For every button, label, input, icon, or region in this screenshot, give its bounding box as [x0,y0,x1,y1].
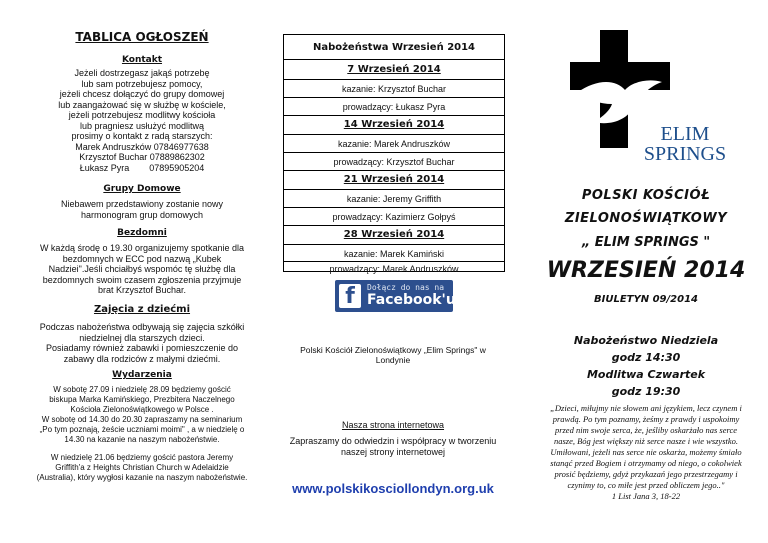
text-line: jeżeli chcesz dołączyć do grupy domowej [59,89,225,99]
service-preacher: kazanie: Jeremy Griffith [346,194,442,204]
text-line: Krzysztof Buchar 07889862302 [79,152,205,162]
website-text [283,436,503,458]
service-date: 14 Wrzesień 2014 [343,119,445,130]
divider [284,207,504,208]
homeless-heading: Bezdomni [117,228,167,238]
text-line: Griffith'a z Heights Christian Church w Adelaidzie [55,463,229,472]
divider [284,244,504,245]
text-line: Podczas nabożeństwa odbywają się zajęcia szkółki [39,322,245,332]
verse-line: czynimy to, co miłe jest przed obliczem jego.." [567,480,725,490]
verse-line: prawdą. Po tym poznamy, żeśmy z prawdy i uspokoimy [552,414,740,424]
events-text [26,385,258,483]
website-link[interactable]: www.polskikosciollondyn.org.uk [292,481,494,496]
divider [284,170,504,171]
text-line: W sobotę od 14.30 do 20.30 zapraszamy na seminarium [41,415,243,424]
verse-line: „Dzieci, miłujmy nie słowem ani językiem, lecz czynem i [550,403,742,413]
schedule-line: Nabożeństwo Niedziela [573,334,719,347]
text-line: Kościoła Zielonoświątkowego w Polsce . [70,405,214,414]
verse-line: stanąć przed Bogiem i otrzymamy od niego, o cokolwiek [550,458,742,468]
divider [284,97,504,98]
text-line: Łukasz Pyra 07895905204 [79,162,205,173]
text-line: harmonogram grup domowych [80,209,204,220]
contact-text [26,68,258,173]
divider [284,59,504,60]
text-line: Niebawem przedstawiony zostanie nowy [60,199,224,209]
contact-heading: Kontakt [121,55,163,65]
children-heading: Zajęcia z dziećmi [93,304,191,315]
month-title: WRZESIEŃ 2014 [546,258,746,283]
right-column [530,0,762,543]
text-line: Zapraszamy do odwiedzin i współpracy w tworzeniu [289,436,497,446]
groups-text [26,199,258,220]
children-text [26,322,258,364]
text-line: W każdą środę o 19.30 organizujemy spotkanie dla [39,243,245,253]
service-preacher: kazanie: Marek Kamiński [343,249,445,259]
text-line: Londynie [375,355,411,365]
text-line: (Australia), który wygłosi kazanie na naszym nabożeństwie. [36,473,248,482]
middle-column [283,0,503,543]
service-preacher: kazanie: Marek Andruszków [337,139,451,149]
text-line: lub zaangażować się w służbę w kościele, [58,99,226,110]
facebook-line1: Dołącz do nas na [367,283,445,292]
verse-line: przed nim swoje serca, że, jeśliby oskarżało nas serce [554,425,738,435]
divider [284,115,504,116]
text-line: bezdomnych w ECC pod nazwą „Kubek [62,253,222,264]
logo-line: SPRINGS [643,143,727,165]
text-line: niedzielnej dla starszych dzieci. [79,332,205,343]
text-line: prosimy o kontakt z radą starszych: [71,131,213,141]
homeless-text [26,243,258,296]
schedule-line: Modlitwa Czwartek [586,368,706,381]
text-line: Nadziei".Jeśli chciałbyś wspomóc tę służbę dla [48,264,236,274]
notice-board-title: TABLICA OGŁOSZEŃ [75,30,209,44]
bulletin-number: BIULETYN 09/2014 [594,294,698,305]
verse-line: Umiłowani, jeżeli nas serce nie oskarża, możemy śmiało [550,447,742,457]
left-column [26,0,258,543]
bible-verse [530,403,762,502]
divider [284,225,504,226]
text-line: lub pragniesz usłużyć modlitwą [79,120,205,131]
service-preacher: kazanie: Krzysztof Buchar [341,84,447,94]
schedule-line: godz 14:30 [611,351,681,364]
service-leader: prowadzący: Kazimierz Gołpyś [332,212,456,222]
services-title: Nabożeństwa Wrzesień 2014 [312,42,476,53]
service-leader: prowadzący: Łukasz Pyra [342,102,446,112]
text-line: zabawy dla rodziców z małymi dziećmi. [63,353,221,364]
divider [284,261,504,262]
text-line: Polski Kościół Zielonoświątkowy „Elim Springs" w [300,345,486,355]
text-line: naszej strony internetowej [340,447,446,457]
text-line: W niedzielę 21.06 będziemy gościć pastora Jeremy [50,453,234,462]
events-heading: Wydarzenia [112,370,172,380]
church-name [283,345,503,365]
text-line: brat Krzysztof Buchar. [97,285,187,295]
spacer [26,445,258,453]
text-line: 14.30 na kazanie na naszym nabożeństwie. [64,435,220,444]
divider [284,134,504,135]
text-line: lub sam potrzebujesz pomocy, [81,78,203,89]
text-line: Jeżeli dostrzegasz jakąś potrzebę [74,68,210,78]
verse-reference: 1 List Jana 3, 18-22 [611,491,681,501]
schedule [530,332,762,400]
divider [284,79,504,80]
text-line: Posiadamy również zabawki i pomieszczenie do [45,343,239,353]
facebook-button[interactable] [335,280,456,312]
text-line: jeżeli potrzebujesz modlitwy kościoła [68,110,216,120]
service-date: 7 Wrzesień 2014 [347,64,441,75]
website-heading: Nasza strona internetowa [341,420,445,430]
text-line: biskupa Marka Kamińskiego, Prezbitera Naczelnego [49,395,235,404]
church-title-line: „ ELIM SPRINGS " [581,235,711,250]
facebook-icon: f [339,284,361,308]
verse-line: nasze, Bóg jest większy niż serce nasze i wie wszystko. [553,436,739,446]
text-line: W sobotę 27.09 i niedzielę 28.09 będziemy gościć [53,385,231,394]
church-title-line: ZIELONOŚWIĄTKOWY [564,211,728,226]
service-date: 28 Wrzesień 2014 [343,229,445,240]
services-table [283,34,505,272]
elim-logo [625,124,745,164]
divider [284,152,504,153]
service-leader: prowadzący: Krzysztof Buchar [333,157,455,167]
text-line: „Po tym poznają, żeście uczniami moimi" , a w niedzielę o [39,425,245,434]
facebook-line2: Facebook'u [367,292,456,308]
groups-heading: Grupy Domowe [103,184,181,194]
verse-line: prosić będziemy, gdyż przykazań jego przestrzegamy i [554,469,738,479]
service-leader: prowadzący: Marek Andruszków [329,264,459,274]
service-date: 21 Wrzesień 2014 [343,174,445,185]
schedule-line: godz 19:30 [611,385,681,398]
text-line: Marek Andruszków 07846977638 [75,141,209,152]
divider [284,189,504,190]
text-line: bezdomnych swoim czasem zgłoszenia przyjmuje [42,274,242,285]
church-title-line: POLSKI KOŚCIÓŁ [581,188,711,203]
logo-line: ELIM [660,123,710,145]
